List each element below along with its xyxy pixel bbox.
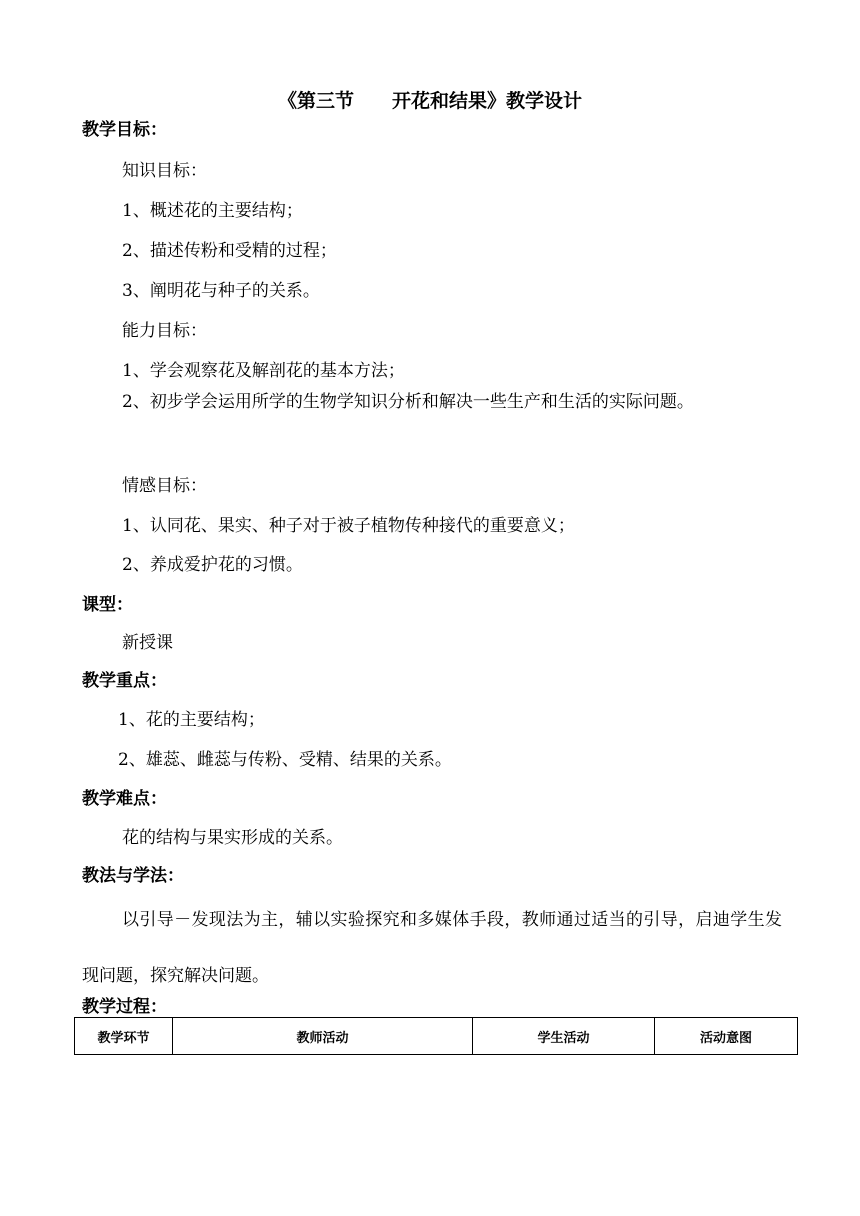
lesson-type-heading: 课型： — [82, 595, 133, 615]
methods-value: 以引导－发现法为主，辅以实验探究和多媒体手段，教师通过适当的引导，启迪学生发现问题，探究解决问题。 — [82, 910, 782, 986]
key-points-heading: 教学重点： — [82, 671, 167, 691]
lesson-type-value: 新授课 — [122, 633, 173, 653]
column-header-teacher-activity: 教师活动 — [173, 1018, 473, 1055]
ability-goal-label: 能力目标： — [122, 321, 207, 341]
ability-goal-item: 1、学会观察花及解剖花的基本方法； — [122, 361, 405, 381]
emotion-goal-label: 情感目标： — [122, 476, 207, 496]
goals-heading: 教学目标： — [82, 120, 167, 140]
knowledge-goal-item: 1、概述花的主要结构； — [122, 201, 303, 221]
ability-goal-item-multiline: 2、初步学会运用所学的生物学知识分析和解决一些生产和生活的实际问题。 — [122, 392, 694, 412]
column-header-activity-intent: 活动意图 — [655, 1018, 798, 1055]
key-point-item: 2、雄蕊、雌蕊与传粉、受精、结果的关系。 — [118, 750, 452, 770]
difficult-points-heading: 教学难点： — [82, 789, 167, 809]
emotion-goal-item: 1、认同花、果实、种子对于被子植物传种接代的重要意义； — [122, 516, 575, 536]
process-heading: 教学过程： — [82, 997, 167, 1017]
knowledge-goal-item: 2、描述传粉和受精的过程； — [122, 241, 337, 261]
methods-heading: 教法与学法： — [82, 866, 184, 886]
process-table-header-row — [75, 1018, 798, 1055]
knowledge-goal-label: 知识目标： — [122, 161, 207, 181]
column-header-student-activity: 学生活动 — [473, 1018, 655, 1055]
process-table — [74, 1017, 798, 1055]
column-header-stage: 教学环节 — [75, 1018, 173, 1055]
emotion-goal-item: 2、养成爱护花的习惯。 — [122, 555, 303, 575]
difficult-points-value: 花的结构与果实形成的关系。 — [122, 828, 343, 848]
knowledge-goal-item: 3、阐明花与种子的关系。 — [122, 281, 320, 301]
page-title: 《第三节 开花和结果》教学设计 — [277, 90, 582, 112]
key-point-item: 1、花的主要结构； — [118, 710, 265, 730]
